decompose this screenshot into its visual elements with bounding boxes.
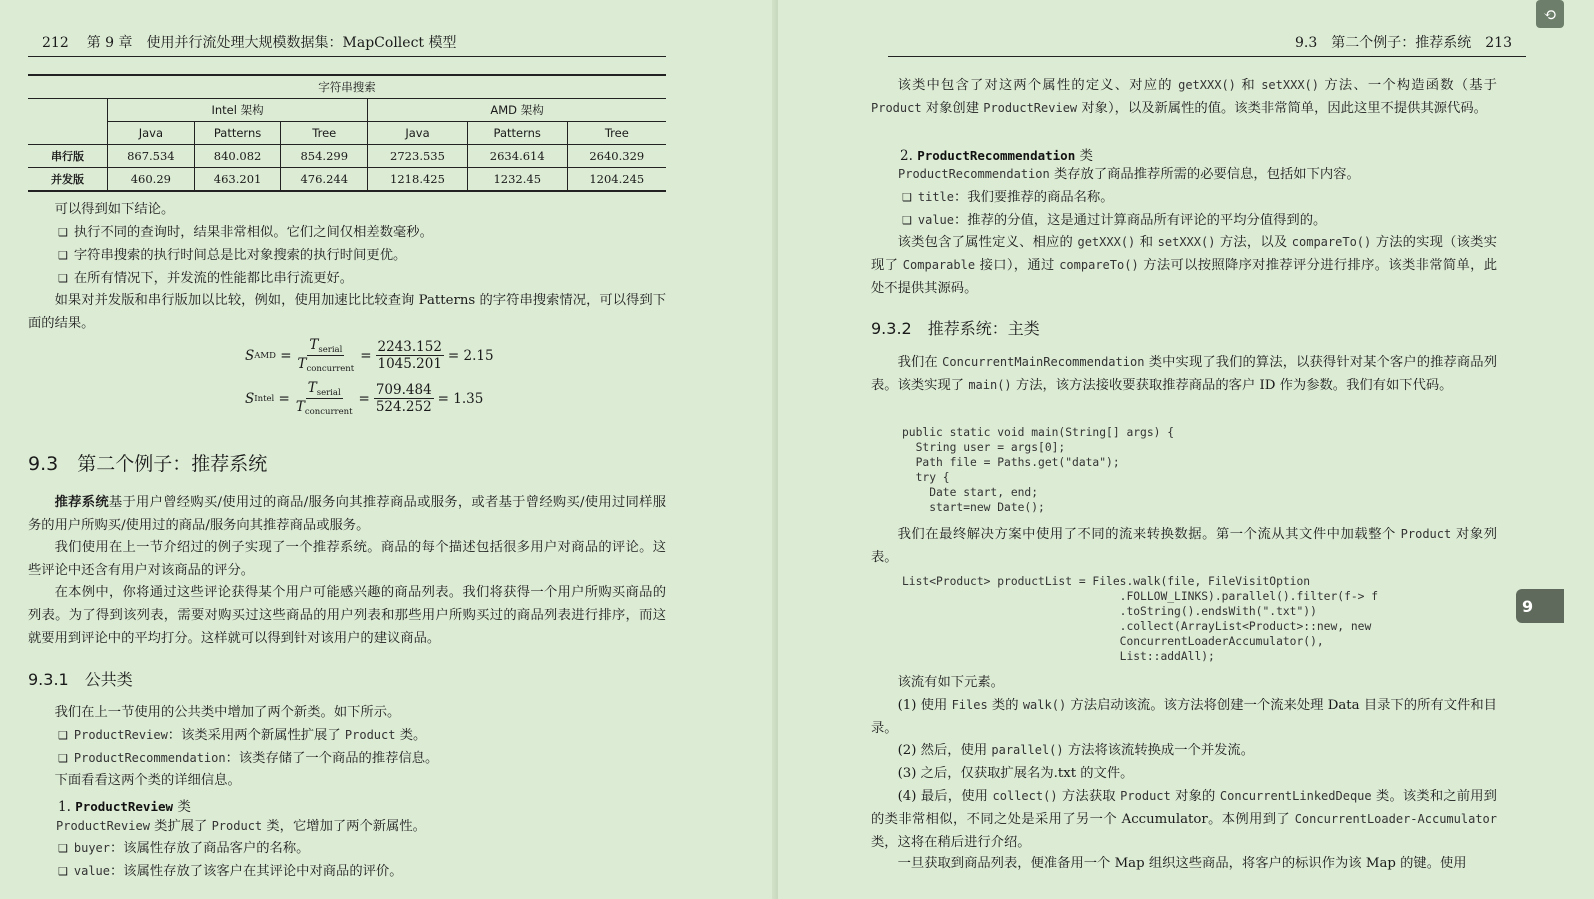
paragraph-text: 类存放了商品推荐所需的必要信息，包括如下内容。 [1049, 167, 1360, 182]
table-cell: 460.29 [108, 168, 195, 192]
common-class-item [58, 747, 666, 770]
paragraph-text: 类扩展了 [149, 819, 212, 834]
paragraph-text: (1) 使用 [897, 698, 952, 713]
benchmark-table [28, 74, 666, 192]
table-cell: 463.201 [194, 168, 281, 192]
code-term: title [917, 190, 954, 204]
code-term: Product [871, 101, 922, 115]
paragraph-text: (2) 然后，使用 [897, 743, 992, 758]
table-cell: 867.534 [108, 145, 195, 168]
paragraph-text: ：我们要推荐的商品名称。 [954, 190, 1114, 205]
formula-denominator: 1045.201 [377, 356, 442, 372]
code-term: value [73, 864, 110, 878]
formula-subscript: serial [316, 388, 341, 398]
table-col-header: Tree [567, 122, 666, 145]
code-term: walk() [1022, 698, 1067, 712]
history-icon[interactable]: ⟲ [1536, 0, 1564, 28]
table-row [28, 145, 666, 168]
code-term: ConcurrentLinkedDeque [1219, 789, 1372, 803]
paragraph-text: 接口），通过 [975, 258, 1060, 273]
paragraph-text: 对象），以及新属性的值。该类非常简单，因此这里不提供其源代码。 [1077, 101, 1487, 116]
code-term: ConcurrentMainRecommendation [942, 355, 1145, 369]
paragraph-text: 方法启动该流。该方法将创建一个流来处理 Data 目录下的所有文件和目录。 [871, 698, 1497, 736]
paragraph-text: 我们在 [897, 355, 943, 370]
table-cell: 2723.535 [368, 145, 468, 168]
subheading-number: 2. [900, 148, 913, 164]
paragraph-text: 对象的 [1170, 789, 1220, 804]
conclusion-item: ❑ 字符串搜索的执行时间总是比对象搜索的执行时间更优。 [58, 244, 666, 267]
step-item: (3) 之后，仅获取扩展名为.txt 的文件。 [897, 766, 1134, 781]
paragraph-text: 方法可以按照降序对推荐评分进行排序。该类非常简单，此处不提供其源码。 [871, 258, 1497, 296]
code-term: buyer [73, 841, 110, 855]
code-term: getXXX() [1178, 78, 1236, 92]
code-term: setXXX() [1261, 78, 1319, 92]
table-col-header: Patterns [467, 122, 567, 145]
paragraph-detail: 下面看看这两个类的详细信息。 [54, 773, 241, 788]
paragraph-map: 一旦获取到商品列表，便准备用一个 Map 组织这些商品，将客户的标识作为该 Map 的键。使用 [897, 856, 1467, 871]
paragraph-text: 类的 [987, 698, 1023, 713]
code-term: compareTo() [1291, 235, 1372, 249]
bold-term: 推荐系统 [54, 495, 109, 510]
code-term: ProductReview [75, 799, 174, 814]
code-term: setXXX() [1157, 235, 1216, 249]
code-term: main() [968, 378, 1012, 392]
formula-t: T [297, 356, 307, 372]
formula-result: 1.35 [453, 390, 484, 407]
paragraph-text: (4) 最后，使用 [897, 789, 993, 804]
formula-symbol: S [245, 390, 255, 407]
paragraph-text: 类中实现了我们的算法，以获得针对某个客户的推荐商品列表。该类实现了 [871, 355, 1497, 393]
paragraph-text: 对象创建 [921, 101, 984, 116]
table-row-label: 串行版 [28, 145, 108, 168]
paragraph-text: 该类中包含了对这两个属性的定义、对应的 [897, 78, 1179, 93]
formula-subscript: Intel [254, 393, 275, 404]
formula-t: T [295, 399, 305, 415]
left-page-header [28, 32, 666, 57]
paragraph-text: ：推荐的分值，这是通过计算商品所有评论的平均分值得到的。 [954, 213, 1327, 228]
code-term: ProductRecommendation [917, 148, 1076, 163]
paragraph-text: 对象列表。 [871, 527, 1497, 565]
table-col-header: Tree [281, 122, 368, 145]
right-page-number: 213 [1485, 35, 1512, 51]
paragraph-productrecommendation [898, 163, 1498, 186]
table-cell: 2634.614 [467, 145, 567, 168]
section-heading-9-3: 9.3 第二个例子：推荐系统 [28, 453, 268, 475]
formula-subscript: concurrent [306, 364, 355, 374]
subheading-suffix: 类 [173, 799, 191, 815]
formula-denominator: 524.252 [375, 399, 432, 415]
paragraph-recommender-impl: 我们使用在上一节介绍过的例子实现了一个推荐系统。商品的每个描述包括很多用户对商品的评论。这些评论中还含有用户对该商品的评分。 [28, 540, 666, 578]
right-header-title: 9.3 第二个例子：推荐系统 [1295, 35, 1472, 51]
code-term: ProductRecommendation [898, 167, 1050, 181]
table-col-header: Java [108, 122, 195, 145]
code-block-main: public static void main(String[] args) { String user = args[0]; Path file = Paths.get("data"); try { Date start, end; start=new Date(); [902, 426, 1175, 514]
table-group-intel: Intel 架构 [108, 99, 368, 122]
conclusion-item: ❑ 在所有情况下，并发流的性能都比串行流更好。 [58, 267, 666, 290]
right-page-header [888, 32, 1526, 57]
left-header-title: 第 9 章 使用并行流处理大规模数据集：MapCollect 模型 [86, 35, 457, 51]
recommendation-attribute-item [902, 209, 1498, 232]
item-text: 类。 [395, 728, 427, 743]
left-page [0, 0, 778, 899]
table-cell: 476.244 [281, 168, 368, 192]
table-cell: 1218.425 [368, 168, 468, 192]
table-cell: 840.082 [194, 145, 281, 168]
paragraph-text: 方法获取 [1057, 789, 1121, 804]
table-cell: 2640.329 [567, 145, 666, 168]
formula-subscript: serial [318, 345, 343, 355]
paragraph-productreview [56, 815, 666, 838]
formula-symbol: S [245, 347, 255, 364]
paragraph-text: 方法、一个构造函数（基于 [1319, 78, 1497, 93]
section-heading-9-3-2: 9.3.2 推荐系统：主类 [871, 319, 1040, 338]
code-term: parallel() [991, 743, 1064, 757]
code-term: value [917, 213, 954, 227]
step-item [871, 694, 1497, 740]
code-term: Files [951, 698, 988, 712]
formula-fraction [374, 382, 434, 415]
paragraph-text: 类，这将在稍后进行介绍。 [871, 835, 1031, 850]
left-page-number: 212 [42, 35, 69, 51]
formula-result: 2.15 [463, 347, 494, 364]
paragraph-stream-elements: 该流有如下元素。 [897, 675, 1004, 690]
formula-fraction [376, 339, 444, 372]
table-row [28, 168, 666, 192]
paragraph-text: 类，它增加了两个新属性。 [262, 819, 426, 834]
speedup-formula-amd: S AMD = $\frac{T_{serial}}{T_{concurrent}}$ = $\frac{2243.152}{1045.201}$ = 2.15 [245, 337, 494, 374]
paragraph-recommender-def [28, 491, 666, 537]
code-term: compareTo() [1059, 258, 1139, 272]
paragraph-text: 方法，以及 [1215, 235, 1292, 250]
formula-t: T [307, 380, 317, 396]
paragraph-text: 类。该类和之前用到的类非常相似，不同之处是采用了另一个 Accumulator。本例用到了 [871, 789, 1497, 827]
code-term: ProductReview [73, 728, 168, 742]
item-text: ：该属性存放了该客户在其评论中对商品的评价。 [110, 864, 403, 879]
table-caption: 字符串搜索 [28, 75, 666, 99]
code-term: ConcurrentLoader-Accumulator [1294, 812, 1497, 826]
code-term: ProductReview [56, 819, 150, 833]
item-text: ：该类采用两个新属性扩展了 [167, 728, 345, 743]
table-cell: 1232.45 [467, 168, 567, 192]
paragraph-streams [871, 523, 1497, 569]
step-item [871, 785, 1497, 854]
paragraph-text: 和 [1235, 78, 1262, 93]
attribute-item [58, 860, 666, 883]
table-corner [28, 99, 108, 145]
table-cell: 854.299 [281, 145, 368, 168]
formula-fraction [296, 337, 357, 374]
section-heading-9-3-1: 9.3.1 公共类 [28, 670, 133, 689]
chapter-tab[interactable]: 9 [1516, 589, 1564, 623]
code-term: Comparable [902, 258, 976, 272]
table-cell: 1204.245 [567, 168, 666, 192]
common-class-item [58, 724, 666, 747]
paragraph-text: 该类包含了属性定义、相应的 [897, 235, 1078, 250]
paragraph-text: 和 [1135, 235, 1158, 250]
code-term: Product [211, 819, 263, 833]
conclusion-intro: 可以得到如下结论。 [54, 202, 175, 217]
code-term: Product [344, 728, 396, 742]
subheading-productrecommendation [900, 144, 1093, 164]
conclusion-item: ❑ 执行不同的查询时，结果非常相似。它们之间仅相差数毫秒。 [58, 221, 666, 244]
table-row-label: 并发版 [28, 168, 108, 192]
table-group-amd: AMD 架构 [368, 99, 666, 122]
paragraph-main-class [871, 351, 1497, 397]
paragraph-text: 我们在最终解决方案中使用了不同的流来转换数据。第一个流从其文件中加载整个 [897, 527, 1401, 542]
code-term: ProductRecommendation [73, 751, 226, 765]
step-item [871, 739, 1497, 762]
table-col-header: Patterns [194, 122, 281, 145]
right-page [778, 0, 1594, 899]
item-text: ：该属性存放了商品客户的名称。 [110, 841, 310, 856]
paragraph-text: 方法，该方法接收要获取推荐商品的客户 ID 作为参数。我们有如下代码。 [1011, 378, 1453, 393]
formula-t: T [309, 337, 319, 353]
paragraph-common: 我们在上一节使用的公共类中增加了两个新类。如下所示。 [54, 705, 401, 720]
compare-paragraph: 如果对并发版和串行版加以比较，例如，使用加速比比较查询 Patterns 的字符串搜索情况，可以得到下面的结果。 [28, 293, 666, 331]
code-term: ProductReview [983, 101, 1078, 115]
speedup-formula-intel: S Intel = $\frac{T_{serial}}{T_{concurrent}}$ = $\frac{709.484}{524.252}$ = 1.35 [245, 380, 484, 417]
formula-fraction [294, 380, 355, 417]
attribute-item [58, 837, 666, 860]
code-term: getXXX() [1077, 235, 1136, 249]
paragraph-recommender-goal: 在本例中，你将通过这些评论获得某个用户可能感兴趣的商品列表。我们将获得一个用户所购买商品的列表。为了得到该列表，需要对购买过这些商品的用户列表和那些用户所购买过的商品列表进行排序，而这就要用到评论中的平均打分。这样就可以得到针对该用户的建议商品。 [28, 585, 666, 646]
item-text: ：该类存储了一个商品的推荐信息。 [225, 751, 439, 766]
paragraph-recommendation-impl [871, 231, 1497, 300]
formula-numerator: 709.484 [375, 382, 432, 398]
code-block-stream: List<Product> productList = Files.walk(file, FileVisitOption .FOLLOW_LINKS).parallel().filter(f-> f .toString().endsWith(".txt")) .collect(ArrayList<Product>::new, new ConcurrentLoaderAccumulator(), List::addAll); [902, 575, 1379, 663]
code-term: Product [1400, 527, 1452, 541]
formula-subscript: concurrent [304, 407, 353, 417]
code-term: collect() [992, 789, 1058, 803]
paragraph-text: 基于用户曾经购买/使用过的商品/服务向其推荐商品或服务，或者基于曾经购买/使用过同样服务的用户所购买/使用过的商品/服务向其推荐商品或服务。 [28, 495, 666, 533]
subheading-suffix: 类 [1075, 148, 1094, 164]
code-term: Product [1120, 789, 1171, 803]
subheading-productreview [58, 795, 191, 815]
paragraph-text: 方法将该流转换成一个并发流。 [1063, 743, 1255, 758]
table-col-header: Java [368, 122, 468, 145]
paragraph-productreview-class [871, 74, 1497, 120]
paragraph-text: 方法的实现（该类实现了 [871, 235, 1497, 273]
recommendation-attribute-item [902, 186, 1498, 209]
formula-subscript: AMD [254, 350, 276, 361]
formula-numerator: 2243.152 [377, 339, 442, 355]
subheading-number: 1. [58, 799, 71, 815]
